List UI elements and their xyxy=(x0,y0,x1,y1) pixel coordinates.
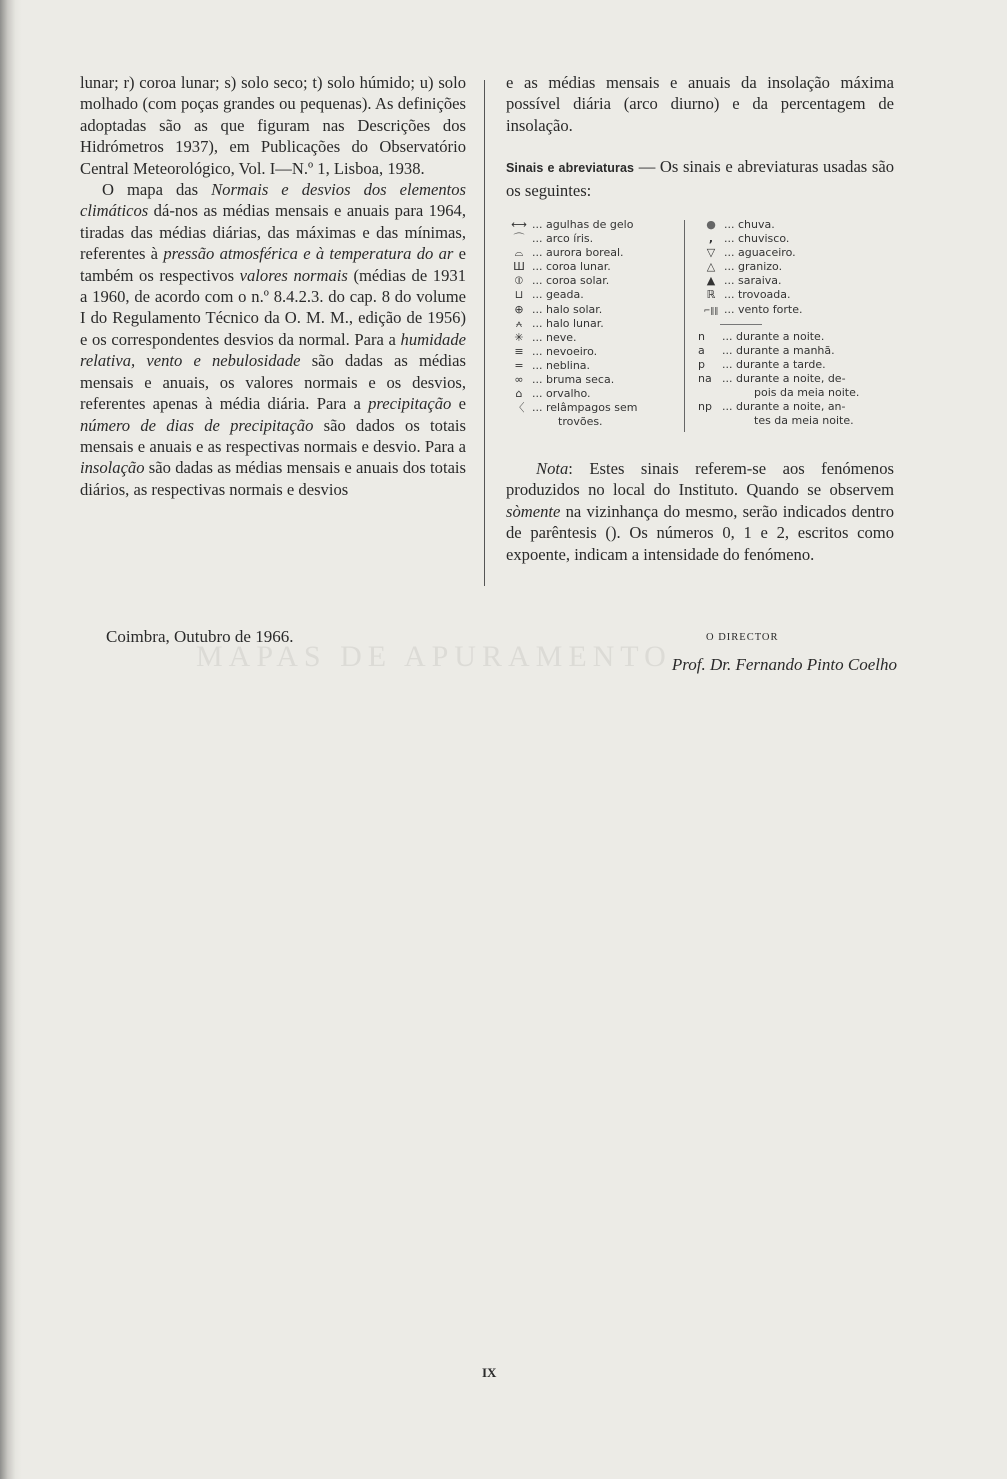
abbr-a: a xyxy=(698,343,705,357)
legend-item: ⌒ ... arco íris. xyxy=(506,232,678,246)
abbr-p: p xyxy=(698,357,705,371)
fog-icon: ≡ xyxy=(514,344,524,358)
thunderstorm-icon: ℝ xyxy=(706,288,716,302)
legend-right-list xyxy=(698,218,900,428)
shower-icon: ▽ xyxy=(706,246,716,260)
legend-abbr-item: p ... durante a tarde. xyxy=(698,357,826,371)
mist-icon: = xyxy=(514,358,524,372)
aurora-icon: ⌓ xyxy=(514,246,524,260)
legend-item: ⦶ ... coroa solar. xyxy=(506,274,678,288)
strong-wind-icon: ⌐‖‖ xyxy=(703,305,719,315)
legend-abbr-item: np ... durante a noite, an- xyxy=(698,400,846,414)
hail-icon: △ xyxy=(706,260,716,274)
page-number: IX xyxy=(482,1365,497,1380)
legend-item: △ ... granizo. xyxy=(698,260,900,274)
note-paragraph: Nota: Estes sinais referem-se aos fenómenos produzidos no local do Instituto. Quando se observem sòmente na vizinhança do mesmo, serão indicados dentro de parêntesis (). Os números 0, 1 e 2, escritos como expoente, indicam a intensidade do fenómeno. xyxy=(506,459,894,564)
dew-icon: ⌂ xyxy=(515,387,523,401)
note-label: Nota xyxy=(536,459,569,478)
small-hail-icon: ▲ xyxy=(706,274,716,288)
rainbow-icon: ⌒ xyxy=(513,232,525,246)
page-edge-shadow xyxy=(0,0,22,1479)
legend-item: 〈 ... relâmpagos sem xyxy=(506,401,678,415)
legend-abbr-continuation: pois da meia noite. xyxy=(754,386,860,400)
solar-halo-icon: ⊕ xyxy=(514,302,524,316)
legend-item: ⊔ ... geada. xyxy=(506,288,678,302)
drizzle-icon: , xyxy=(708,232,714,246)
legend-item: ● ... chuva. xyxy=(698,218,900,232)
symbols-legend xyxy=(506,218,900,433)
legend-abbr-continuation: tes da meia noite. xyxy=(754,414,854,428)
legend-item: , ... chuvisco. xyxy=(698,232,900,246)
legend-separator xyxy=(720,324,762,325)
left-paragraph-1: lunar; r) coroa lunar; s) solo seco; t) solo húmido; u) solo molhado (com poças grandes ou pequenas). As definições adoptadas são as que figuram nas Descrições dos Hidrómetros 1937), em Publicações do Observatório Central Meteorológico, Vol. I—N.º 1, Lisboa, 1938. xyxy=(80,73,466,178)
arrow-both-icon: ⟷ xyxy=(511,218,527,231)
legend-item: ⩜ ... halo lunar. xyxy=(506,317,678,331)
legend-item-continuation: trovões. xyxy=(558,415,603,429)
show-through-text: MAPAS DE APURAMENTO xyxy=(196,640,672,673)
legend-left-list xyxy=(506,218,678,429)
legend-item: ⊕ ... halo solar. xyxy=(506,303,678,317)
director-signature-name: Prof. Dr. Fernando Pinto Coelho xyxy=(671,655,897,674)
legend-abbr-item: a ... durante a manhã. xyxy=(698,343,835,357)
legend-item: ▲ ... saraiva. xyxy=(698,274,900,288)
legend-abbr-item: n ... durante a noite. xyxy=(698,329,825,343)
right-column xyxy=(506,72,894,201)
sinais-title: Sinais e abreviaturas xyxy=(506,161,635,176)
lunar-corona-icon: Ш xyxy=(513,260,525,274)
left-column xyxy=(80,72,466,500)
snow-icon: ✳ xyxy=(514,330,524,344)
column-divider xyxy=(484,80,485,586)
legend-item: ⌓ ... aurora boreal. xyxy=(506,246,678,260)
legend-item: ▽ ... aguaceiro. xyxy=(698,246,900,260)
legend-item: ℝ ... trovoada. xyxy=(698,288,900,302)
abbr-na: na xyxy=(698,371,712,385)
legend-item: ✳ ... neve. xyxy=(506,331,678,345)
sinais-heading: Sinais e abreviaturas — Os sinais e abreviaturas usadas são os seguintes: xyxy=(506,157,894,200)
right-paragraph-1: e as médias mensais e anuais da insolação máxima possível diária (arco diurno) e da percentagem de insolação. xyxy=(506,73,894,135)
place-date: Coimbra, Outubro de 1966. xyxy=(106,627,294,646)
lunar-halo-icon: ⩜ xyxy=(515,316,523,330)
abbr-np: np xyxy=(698,400,712,414)
director-label: O DIRECTOR xyxy=(706,632,779,643)
legend-item: ≡ ... nevoeiro. xyxy=(506,345,678,359)
abbr-n: n xyxy=(698,329,705,343)
legend-divider xyxy=(684,220,685,432)
lightning-icon: 〈 xyxy=(513,401,525,415)
solar-corona-icon: ⦶ xyxy=(515,274,523,288)
haze-icon: ∞ xyxy=(514,373,524,387)
legend-item: = ... neblina. xyxy=(506,359,678,373)
legend-item: ∞ ... bruma seca. xyxy=(506,373,678,387)
frost-icon: ⊔ xyxy=(514,288,524,302)
legend-abbr-item: na ... durante a noite, de- xyxy=(698,371,846,385)
legend-item: ⟷ ... agulhas de gelo xyxy=(506,218,678,232)
legend-item: ⌂ ... orvalho. xyxy=(506,387,678,401)
left-paragraph-2: O mapa das Normais e desvios dos elementos climáticos dá-nos as médias mensais e anuais para 1964, tiradas das médias diárias, das máximas e das mínimas, referentes à pressão atmosférica e à temperatura do ar e também os respectivos valores normais (médias de 1931 a 1960, de acordo com o n.º 8.4.2.3. do cap. 8 do volume I do Regulamento Técnico da O. M. M., edição de 1956) e os correspondentes desvios da normal. Para a humidade relativa, vento e nebulosidade são dadas as médias mensais e anuais, os valores normais e os desvios, referentes apenas à média diária. Para a precipitação e número de dias de precipitação são dados os totais mensais e anuais e as respectivas normais e desvio. Para a insolação são dadas as médias mensais e anuais dos totais diários, as respectivas normais e desvios xyxy=(80,180,466,499)
legend-item: Ш ... coroa lunar. xyxy=(506,260,678,274)
legend-item: ⌐‖‖ ... vento forte. xyxy=(698,303,900,318)
rain-icon: ● xyxy=(706,218,716,231)
